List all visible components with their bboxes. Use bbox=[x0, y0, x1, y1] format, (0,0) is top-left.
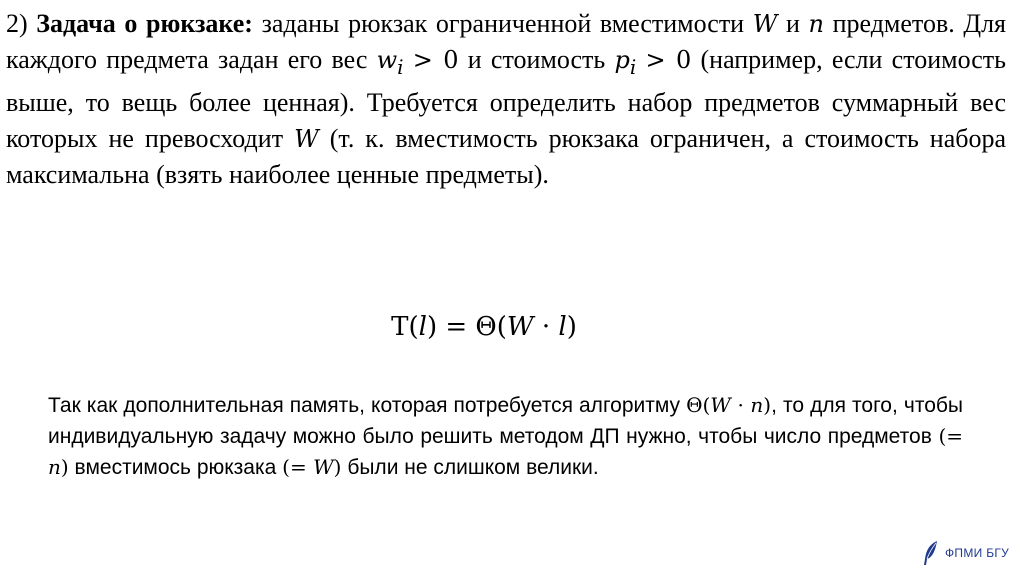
logo-text: ФПМИ БГУ bbox=[945, 546, 1010, 560]
var-W-2: W bbox=[294, 124, 319, 153]
theta-expression: Θ(W · n) bbox=[686, 393, 772, 417]
eq-W: (= W) bbox=[282, 455, 342, 479]
var-n: n bbox=[808, 10, 824, 38]
problem-statement: 2) Задача о рюкзаке: заданы рюкзак ограниченной вместимости W и n предметов. Для каждого предмета задан его вес $w_i > 0$ и стоимость $p_i > 0$ (например, если стоимость выше, то вещь более ценная). Требуется определить набор предметов суммарный вес которых не превосходит W (т. к. вместимость рюкзака ограничен, а стоимость набора максимальна (взять наиболее ценные предметы). bbox=[6, 9, 1007, 189]
complexity-formula: T(l) = Θ(W · l) bbox=[391, 312, 577, 342]
var-W: W bbox=[752, 10, 778, 38]
problem-number: 2) bbox=[6, 9, 28, 38]
feather-icon bbox=[922, 540, 940, 566]
fpmi-logo bbox=[922, 540, 1009, 566]
var-w-i: $w_i$ bbox=[376, 46, 404, 79]
memory-note: Так как дополнительная память, которая потребуется алгоритму Θ(W · n), то для того, чтобы индивидуальную задачу можно было решить методом ДП нужно, чтобы число предметов (= n) вместимось рюкзака (= W) были не слишком велики. bbox=[48, 393, 963, 479]
eq-n: (= n) bbox=[48, 424, 963, 479]
var-p-i: $p_i$ bbox=[614, 46, 637, 79]
problem-title: Задача о рюкзаке bbox=[36, 9, 245, 38]
